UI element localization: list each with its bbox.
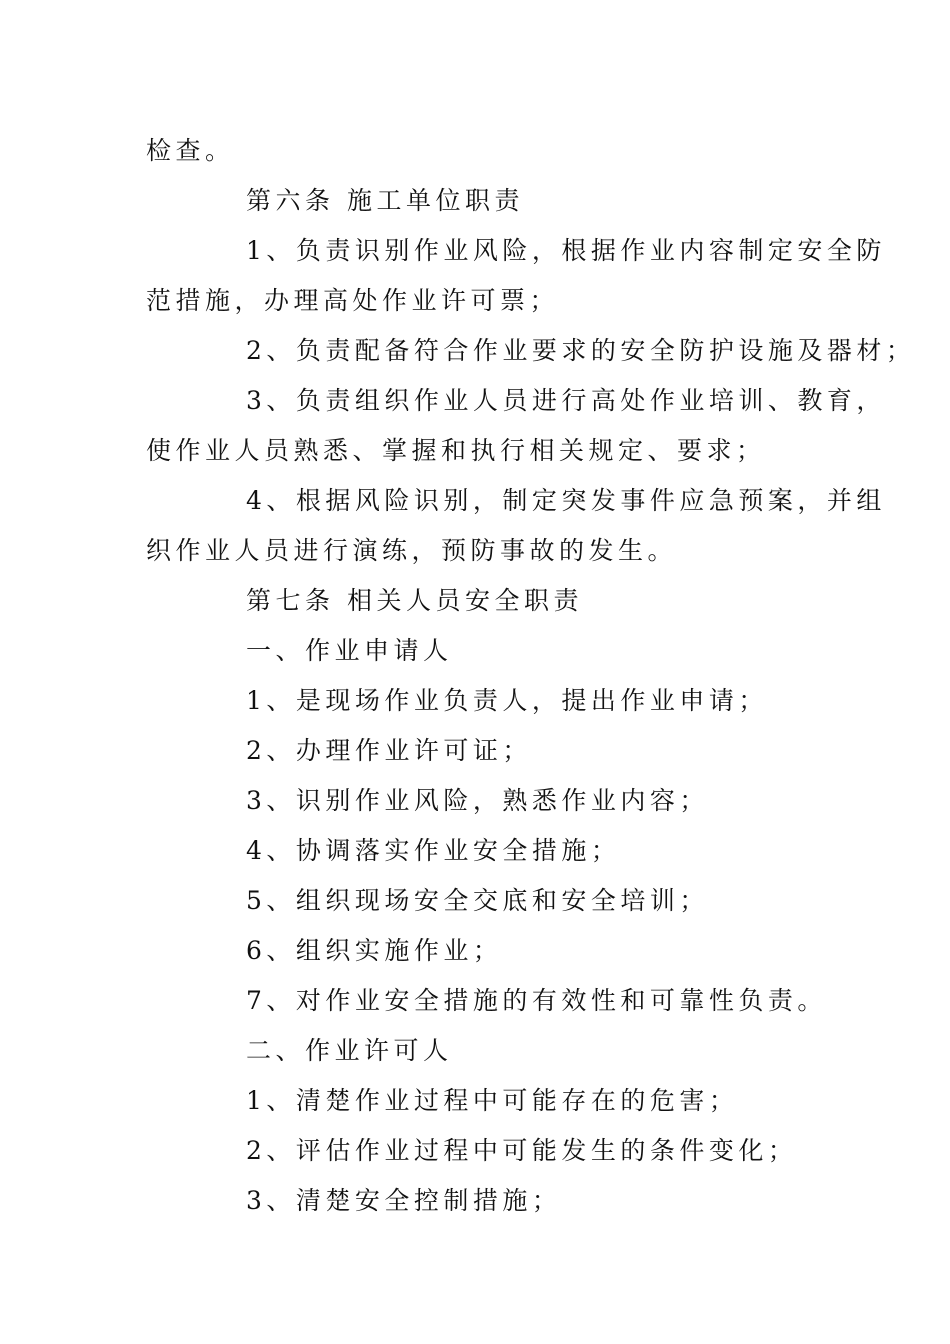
text-line: 使作业人员熟悉、掌握和执行相关规定、要求； [146, 436, 766, 465]
list-item: 6、组织实施作业； [246, 936, 503, 965]
text-line: 范措施，办理高处作业许可票； [146, 286, 560, 315]
text-line: 1、负责识别作业风险，根据作业内容制定安全防 [246, 236, 886, 265]
subsection-heading: 二、作业许可人 [246, 1036, 453, 1065]
list-item: 4、协调落实作业安全措施； [246, 836, 621, 865]
text-line: 4、根据风险识别，制定突发事件应急预案，并组 [246, 486, 886, 515]
section-heading: 第六条 施工单位职责 [246, 186, 524, 215]
text-line: 3、负责组织作业人员进行高处作业培训、教育， [246, 386, 886, 415]
section-heading: 第七条 相关人员安全职责 [246, 586, 583, 615]
list-item: 3、清楚安全控制措施； [246, 1186, 562, 1215]
text-line: 检查。 [146, 136, 235, 165]
list-item: 3、识别作业风险，熟悉作业内容； [246, 786, 709, 815]
list-item: 1、清楚作业过程中可能存在的危害； [246, 1086, 739, 1115]
text-line: 织作业人员进行演练，预防事故的发生。 [146, 536, 678, 565]
subsection-heading: 一、作业申请人 [246, 636, 453, 665]
list-item: 7、对作业安全措施的有效性和可靠性负责。 [246, 986, 827, 1015]
list-item: 5、组织现场安全交底和安全培训； [246, 886, 709, 915]
text-line: 2、负责配备符合作业要求的安全防护设施及器材； [246, 336, 916, 365]
list-item: 2、办理作业许可证； [246, 736, 532, 765]
list-item: 1、是现场作业负责人，提出作业申请； [246, 686, 768, 715]
list-item: 2、评估作业过程中可能发生的条件变化； [246, 1136, 798, 1165]
